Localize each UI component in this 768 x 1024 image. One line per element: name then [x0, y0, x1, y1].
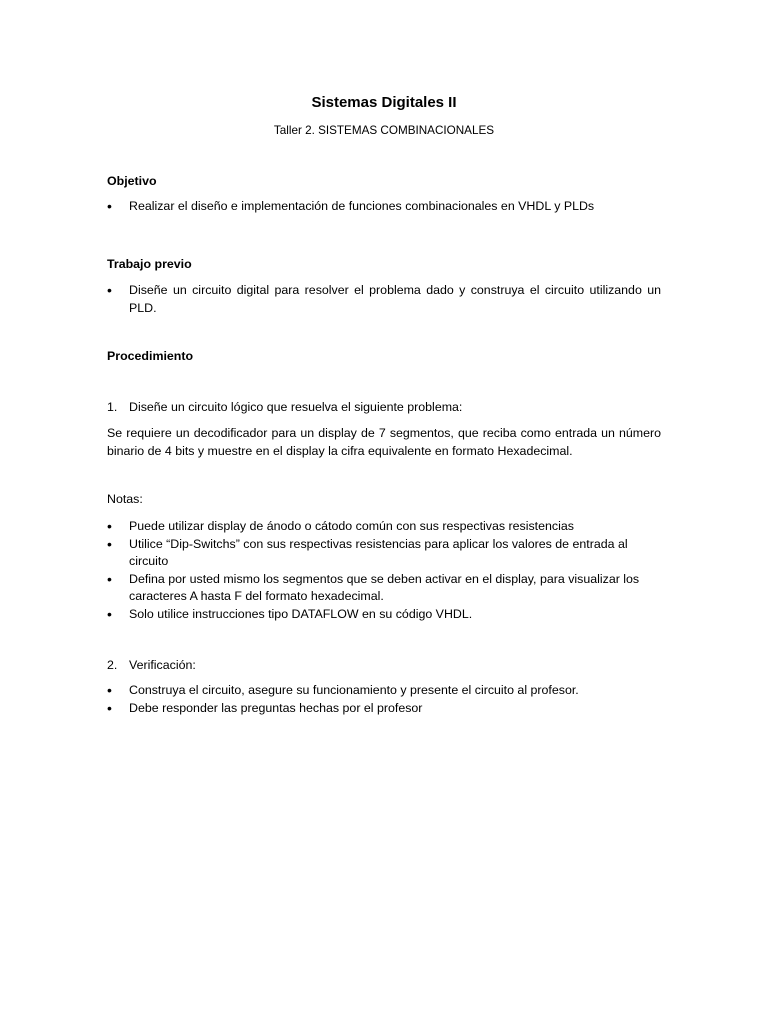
list-item-text: Utilice “Dip-Switchs” con sus respectivas resistencias para aplicar los valores de entrada al	[129, 536, 628, 551]
list-item	[107, 198, 661, 216]
section-heading-objetivo: Objetivo	[107, 174, 157, 188]
list-item-text: Construya el circuito, asegure su funcionamiento y presente el circuito al profesor.	[129, 683, 579, 697]
list-item-text: Realizar el diseño e implementación de funciones combinacionales en VHDL y PLDs	[129, 199, 595, 213]
list-item	[107, 606, 661, 624]
list-item-text: Solo utilice instrucciones tipo DATAFLOW en su código VHDL.	[129, 606, 473, 621]
paragraph-line: Se requiere un decodificador para un display de 7 segmentos, que reciba como entrada un número	[107, 426, 661, 440]
bullet-marker: •	[107, 518, 112, 534]
bullet-marker: •	[107, 198, 112, 214]
step-number: 1.	[107, 400, 118, 414]
list-item-text: circuito	[129, 554, 169, 569]
section-heading-procedimiento: Procedimiento	[107, 349, 194, 363]
bullet-marker: •	[107, 605, 112, 622]
bullet-marker: •	[107, 535, 112, 552]
bullet-marker: •	[107, 699, 112, 716]
document-subtitle: Taller 2. SISTEMAS COMBINACIONALES	[273, 124, 495, 137]
step-number: 2.	[107, 658, 118, 672]
list-item-text: PLD.	[129, 300, 157, 315]
problem-paragraph	[107, 425, 661, 460]
list-item	[107, 700, 661, 718]
notes-list	[107, 518, 661, 624]
bullet-marker: •	[107, 682, 112, 698]
list-item	[107, 571, 661, 606]
verification-list	[107, 682, 661, 717]
paragraph-line: binario de 4 bits y muestre en el display la cifra equivalente en formato Hexadecimal.	[107, 443, 573, 458]
list-item	[107, 682, 661, 700]
list-item-text: Debe responder las preguntas hechas por el profesor	[129, 700, 423, 715]
numbered-step-1	[107, 399, 661, 417]
step-text: Diseñe un circuito lógico que resuelva el siguiente problema:	[129, 400, 463, 414]
document-title: Sistemas Digitales II	[311, 94, 457, 111]
list-item-text: Diseñe un circuito digital para resolver el problema dado y construya el circuito utilizando un	[129, 283, 661, 297]
step-text: Verificación:	[129, 658, 196, 672]
section-heading-trabajo-previo: Trabajo previo	[107, 257, 192, 271]
list-item-text: Defina por usted mismo los segmentos que se deben activar en el display, para visualizar los	[129, 571, 640, 586]
bullet-marker: •	[107, 570, 112, 587]
bullet-marker: •	[107, 282, 112, 298]
objetivo-list	[107, 198, 661, 216]
notes-label: Notas:	[107, 492, 143, 506]
list-item	[107, 518, 661, 536]
list-item	[107, 282, 661, 317]
list-item	[107, 536, 661, 571]
trabajo-previo-list	[107, 282, 661, 317]
list-item-text: caracteres A hasta F del formato hexadecimal.	[129, 589, 384, 604]
numbered-step-2	[107, 657, 661, 675]
list-item-text: Puede utilizar display de ánodo o cátodo común con sus respectivas resistencias	[129, 519, 574, 533]
